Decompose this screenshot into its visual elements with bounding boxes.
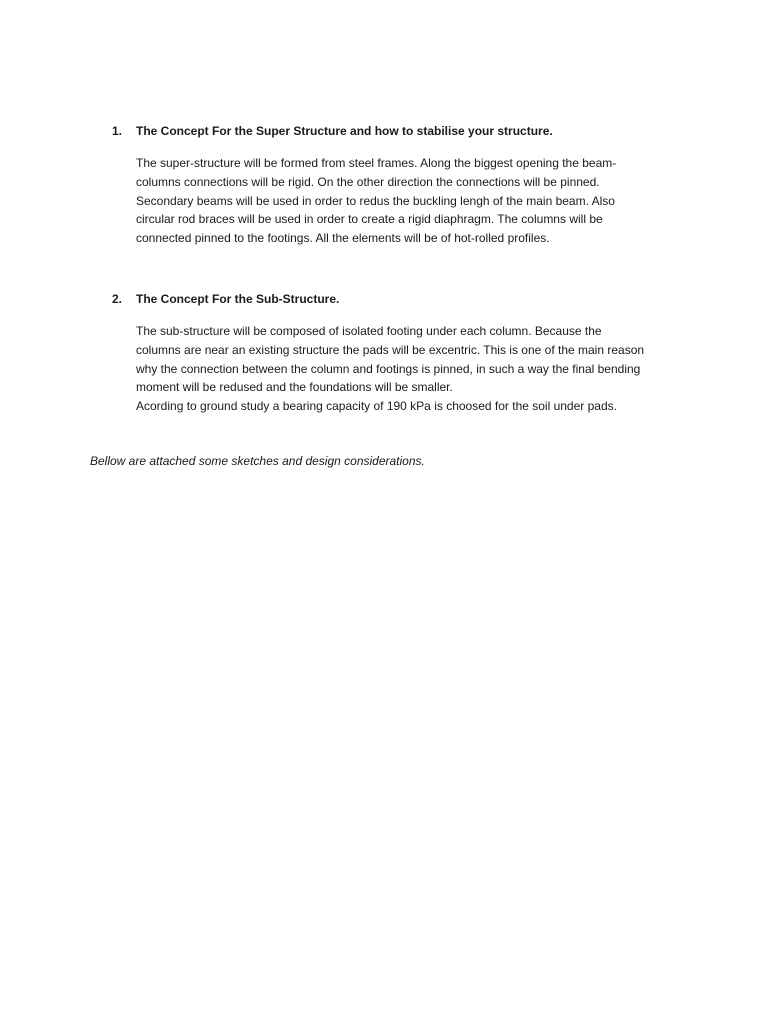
paragraph-line: connected pinned to the footings. All the elements will be of hot-rolled profiles.	[136, 231, 550, 246]
section-paragraph	[136, 154, 712, 248]
section-sub-structure	[112, 290, 712, 416]
section-number: 2.	[112, 292, 123, 306]
section-heading	[112, 122, 712, 140]
closing-note: Bellow are attached some sketches and design considerations.	[90, 454, 425, 468]
paragraph-line: circular rod braces will be used in order to create a rigid diaphragm. The columns will be	[136, 212, 603, 227]
paragraph-line: Acording to ground study a bearing capacity of 190 kPa is choosed for the soil under pads.	[136, 399, 617, 414]
paragraph-line: columns are near an existing structure the pads will be excentric. This is one of the main reason	[136, 342, 645, 357]
section-heading-text: The Concept For the Super Structure and how to stabilise your structure.	[136, 124, 553, 138]
paragraph-line: moment will be redused and the foundations will be smaller.	[136, 380, 453, 395]
section-paragraph	[136, 322, 712, 416]
paragraph-line: columns connections will be rigid. On the other direction the connections will be pinned.	[136, 174, 600, 189]
section-heading	[112, 290, 712, 308]
section-heading-text: The Concept For the Sub-Structure.	[136, 292, 340, 306]
paragraph-line: The sub-structure will be composed of isolated footing under each column. Because the	[136, 324, 602, 338]
paragraph-line: why the connection between the column and footings is pinned, in such a way the final bending	[136, 361, 641, 376]
paragraph-line: Secondary beams will be used in order to redus the buckling lengh of the main beam. Also	[136, 193, 615, 208]
section-number: 1.	[112, 124, 123, 138]
paragraph-line: The super-structure will be formed from steel frames. Along the biggest opening the beam-	[136, 156, 617, 170]
section-super-structure	[112, 122, 712, 248]
